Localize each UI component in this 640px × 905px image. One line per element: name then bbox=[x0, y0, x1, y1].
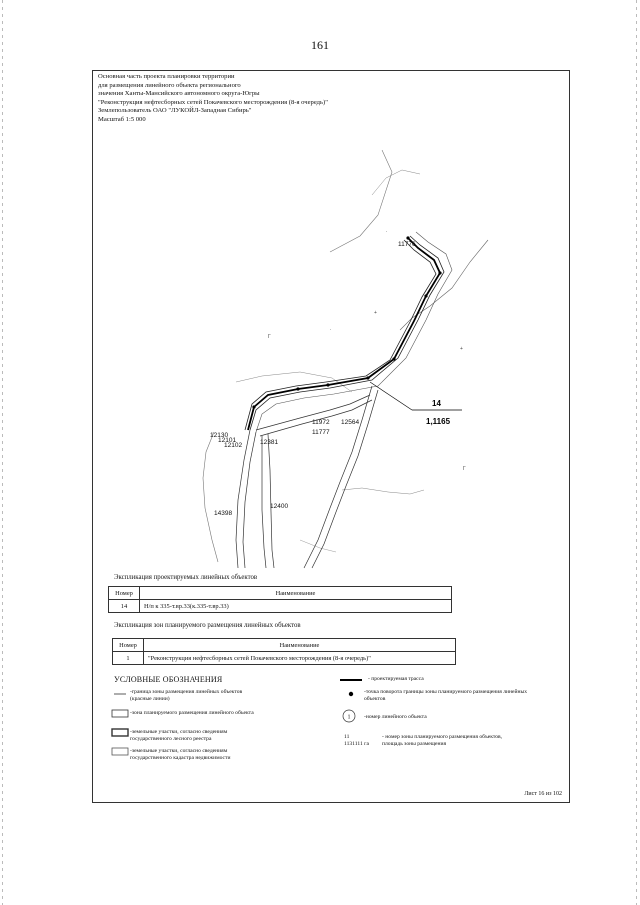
object-label: 12130 bbox=[210, 432, 229, 439]
zone-area-sample: 1131111 га bbox=[344, 741, 369, 747]
forest-boundary-line bbox=[342, 488, 424, 494]
scan-edge-right bbox=[636, 0, 637, 905]
zone-symbol bbox=[112, 710, 128, 717]
callout-zone-area: 1,1165 bbox=[426, 417, 451, 426]
turning-point-symbol bbox=[349, 692, 353, 696]
table1-title: Экспликация проектируемых линейных объектов bbox=[114, 574, 258, 581]
header-line: значения Ханты-Мансийского автономного округа-Югры bbox=[98, 90, 260, 98]
planning-map bbox=[93, 150, 569, 575]
table-header: Наименование bbox=[140, 587, 452, 600]
svg-text:+: + bbox=[460, 346, 463, 352]
legend-item: -номер линейного объекта bbox=[364, 714, 427, 720]
header-line: Основная часть проекта планировки территории bbox=[98, 73, 235, 80]
planned-route-line bbox=[248, 238, 440, 430]
forest-boundary-line bbox=[300, 540, 336, 552]
legend-title: УСЛОВНЫЕ ОБОЗНАЧЕНИЯ bbox=[114, 675, 223, 684]
table2-title: Экспликация зон планируемого размещения линейных объектов bbox=[114, 622, 301, 629]
header-line: Землепользователь ОАО "ЛУКОЙЛ-Западная Сибирь" bbox=[98, 107, 252, 115]
legend-item: - проектируемая трасса bbox=[368, 676, 424, 682]
object-label: 14398 bbox=[214, 510, 233, 517]
scan-edge-left bbox=[2, 0, 3, 905]
sheet-header bbox=[98, 73, 418, 125]
object-label: 12564 bbox=[341, 419, 360, 426]
object-label: 12101 bbox=[218, 437, 237, 444]
object-number-symbol-label: 1 bbox=[347, 714, 351, 721]
header-scale: Масштаб 1:5 000 bbox=[98, 115, 146, 123]
legend-symbols-right bbox=[336, 674, 366, 724]
sheet-counter: Лист 16 из 102 bbox=[524, 791, 562, 797]
page-number: 161 bbox=[311, 38, 329, 52]
svg-text:.: . bbox=[330, 326, 332, 332]
object-label: 12381 bbox=[260, 439, 279, 446]
legend-item: -земельные участки, согласно сведениям государственного лесного реестра bbox=[130, 729, 228, 742]
secondary-corridors bbox=[236, 386, 378, 568]
legend-item: -граница зоны размещения линейных объектов (красные линии) bbox=[130, 689, 243, 702]
legend-symbols-left bbox=[110, 688, 130, 768]
forest-plot-symbol bbox=[112, 729, 128, 736]
object-label: 11777 bbox=[312, 429, 330, 436]
header-line: для размещения линейного объекта регионального bbox=[98, 81, 241, 89]
table-header: Номер bbox=[113, 639, 144, 652]
svg-text:.: . bbox=[386, 228, 388, 234]
legend-item: -земельные участки, согласно сведениям государственного кадастра недвижимости bbox=[130, 748, 231, 761]
svg-text:Г: Г bbox=[268, 334, 271, 340]
svg-text:+: + bbox=[374, 310, 377, 316]
planned-zone-corridor bbox=[245, 232, 452, 432]
forest-boundary-line bbox=[400, 240, 488, 330]
cadastre-plot-symbol bbox=[112, 748, 128, 755]
object-label: 12102 bbox=[224, 442, 243, 449]
header-line: "Реконструкция нефтесборных сетей Покачевского месторождения (8-я очередь)" bbox=[98, 98, 328, 106]
forest-boundary-line bbox=[203, 432, 218, 562]
object-label: 11776 bbox=[398, 241, 416, 248]
table-header: Номер bbox=[109, 587, 140, 600]
object-label: 11972 bbox=[312, 419, 330, 426]
linear-objects-table bbox=[108, 586, 452, 613]
object-label: 12400 bbox=[270, 503, 289, 510]
svg-text:Г: Г bbox=[463, 466, 466, 472]
survey-boundary-line bbox=[330, 150, 392, 252]
callout-zone-number: 14 bbox=[432, 399, 441, 408]
zones-table bbox=[112, 638, 456, 665]
table-cell: 1 bbox=[113, 652, 144, 665]
survey-boundary-line bbox=[372, 170, 420, 195]
legend-item: -точка поворота границы зоны планируемого размещения линейных объектов bbox=[364, 689, 528, 702]
legend-item: -зона планируемого размещения линейного объекта bbox=[130, 710, 254, 716]
zone-number-sample: 11 bbox=[344, 734, 350, 740]
table-cell: Н/п к 335-т.вр.33(к.335-т.вр.33) bbox=[140, 600, 452, 613]
table-header: Наименование bbox=[144, 639, 456, 652]
table-cell: "Реконструкция нефтесборных сетей Покачевского месторождения (8-я очередь)" bbox=[144, 652, 456, 665]
table-cell: 14 bbox=[109, 600, 140, 613]
legend-item: - номер зоны планируемого размещения объектов, площадь зоны размещения bbox=[382, 734, 503, 747]
